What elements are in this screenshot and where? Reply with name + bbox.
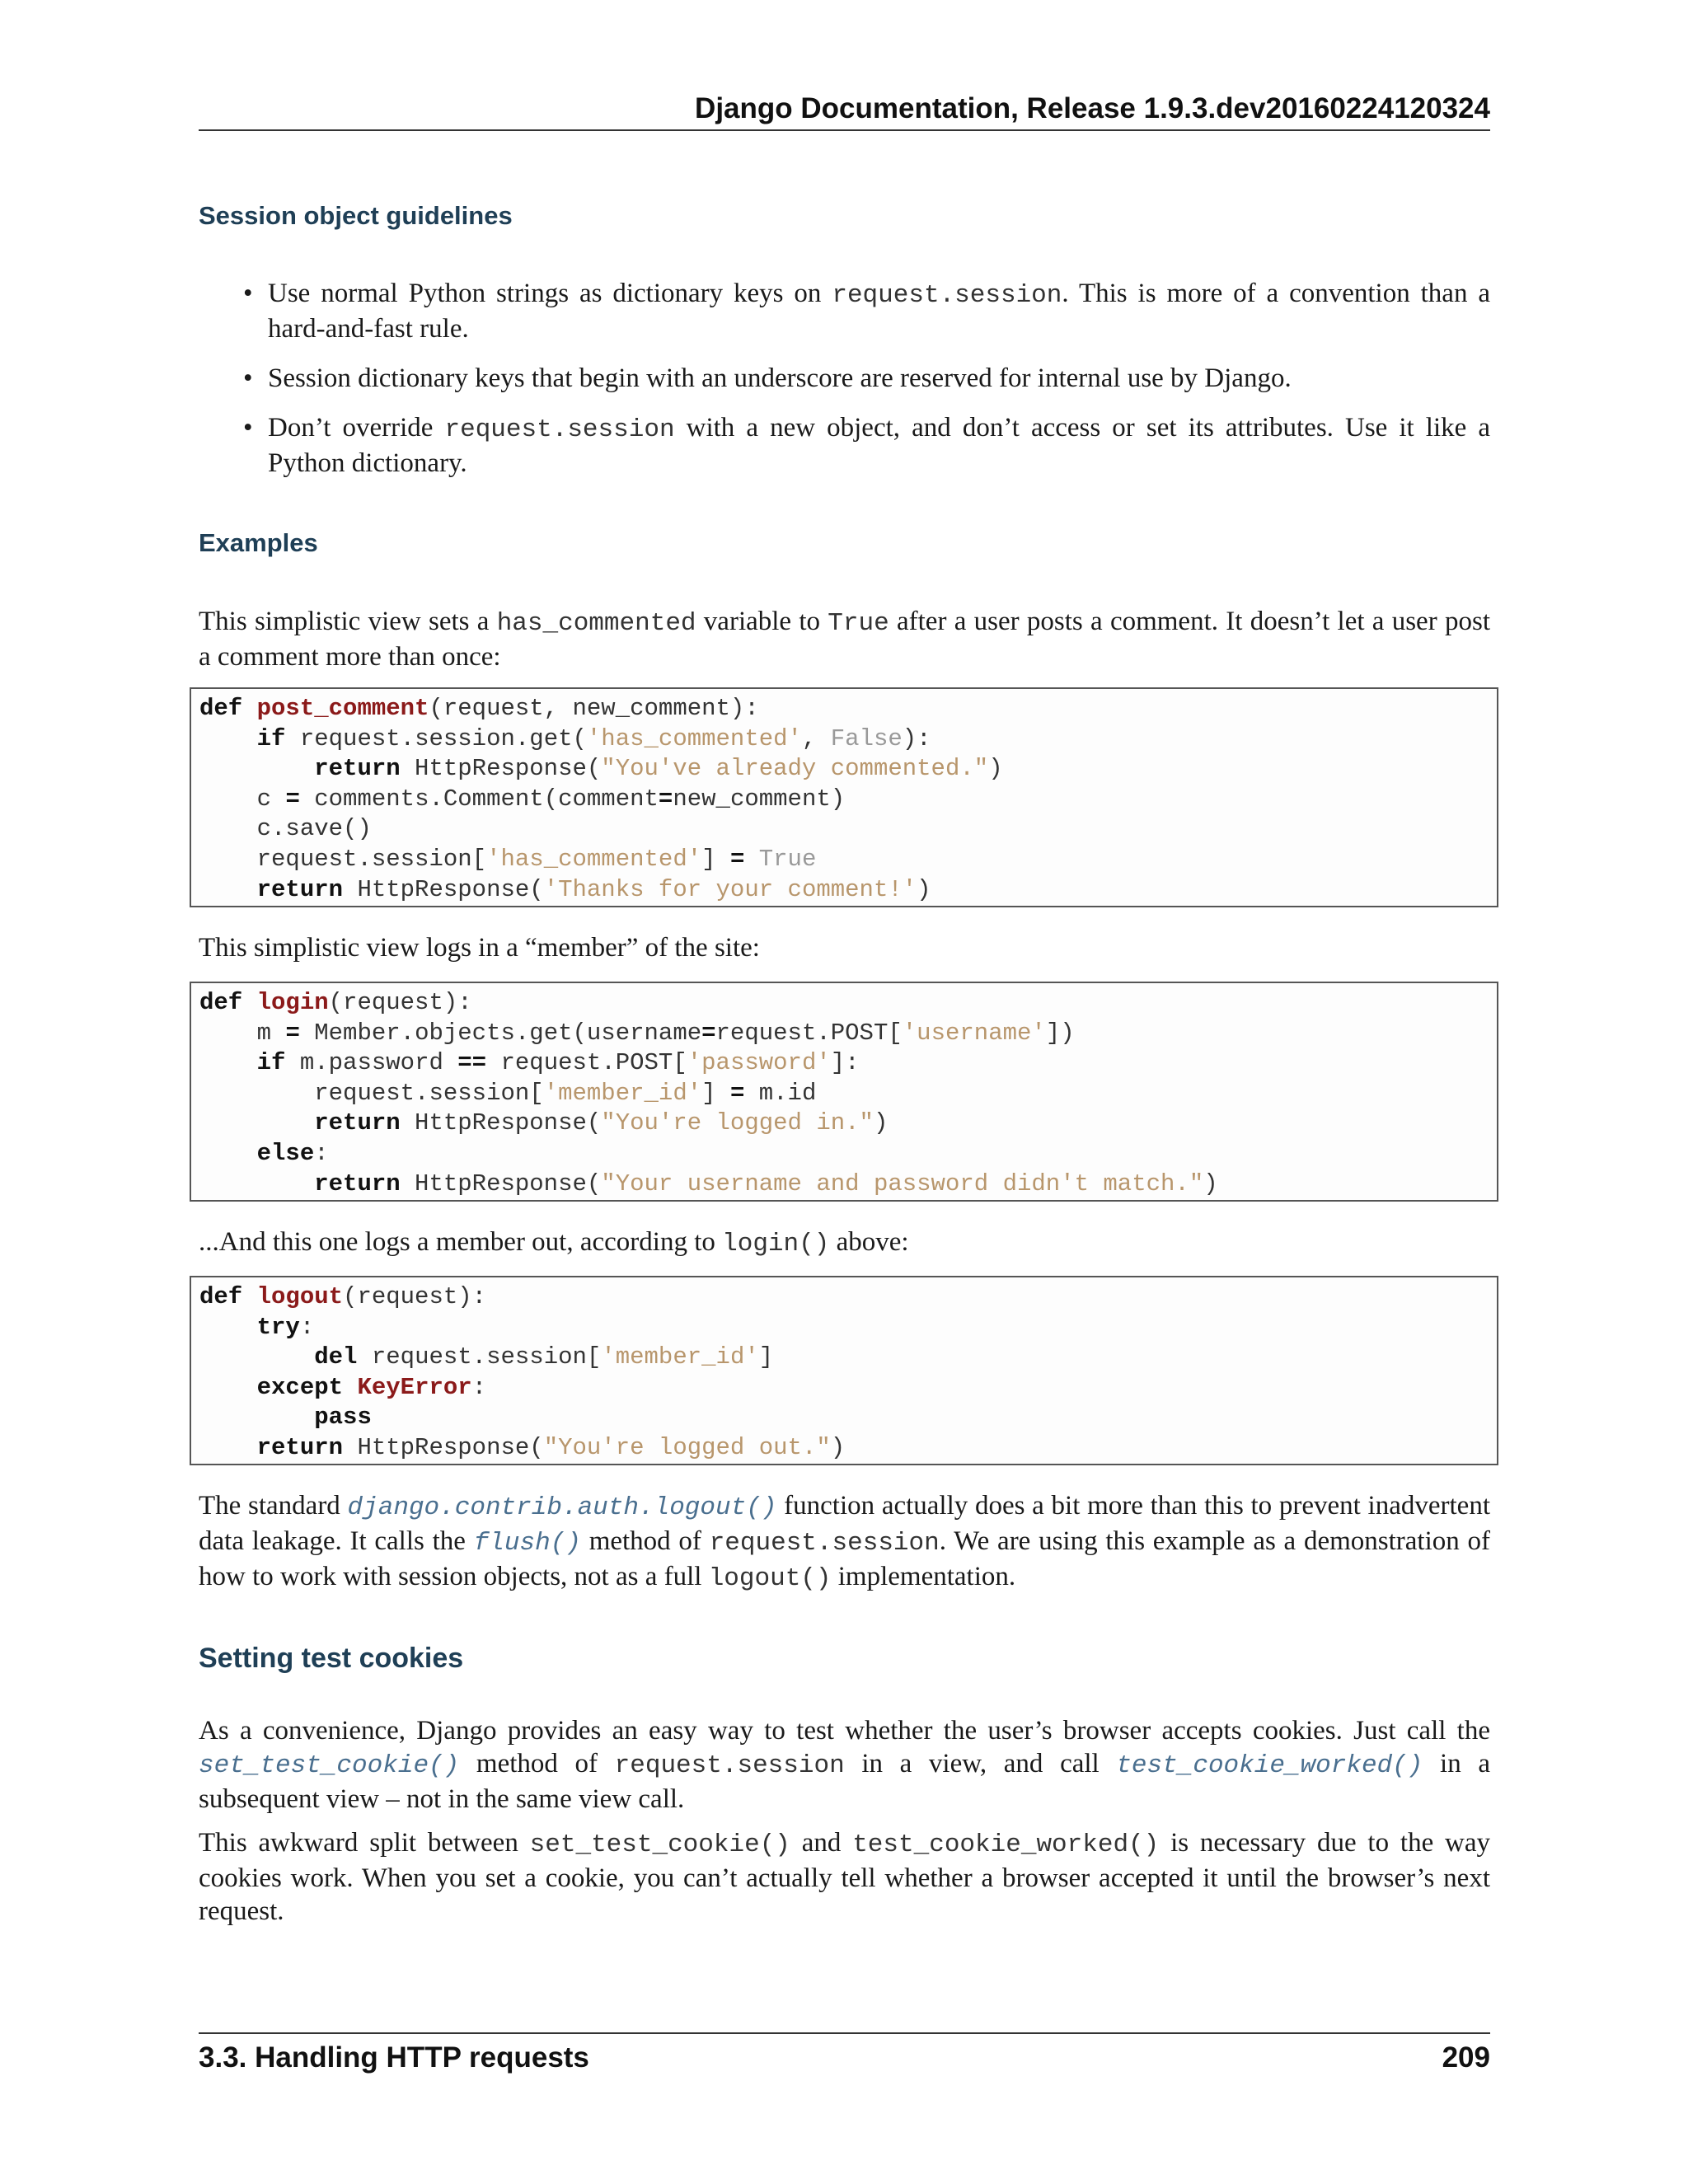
code-line: c.save() bbox=[256, 815, 372, 843]
examples-intro: This simplistic view sets a has_commented variable to True after a user posts a comment. It doesn’t let a user post a comment more than once: bbox=[199, 607, 1490, 672]
footer-section-title: 3.3. Handling HTTP requests bbox=[199, 2041, 589, 2074]
code-line: def login(request): bbox=[199, 989, 472, 1016]
inline-code: True bbox=[828, 609, 889, 638]
inline-code: request.session bbox=[614, 1751, 845, 1780]
code-line: return HttpResponse("You're logged out.") bbox=[256, 1433, 846, 1461]
code-line: def post_comment(request, new_comment): bbox=[199, 695, 759, 722]
code-line: except KeyError: bbox=[256, 1373, 487, 1401]
cookies-paragraph-2: This awkward split between set_test_cookie() and test_cookie_worked() is necessary due to the way cookies work. When you set a cookie, you can’t actually tell whether a browser accepted it until the browser’s next request. bbox=[199, 1828, 1491, 1926]
xref-link-logout[interactable]: django.contrib.auth.logout() bbox=[347, 1493, 777, 1522]
xref-link-flush[interactable]: flush() bbox=[473, 1529, 581, 1558]
list-item: • Session dictionary keys that begin with an underscore are reserved for internal use by Django. bbox=[199, 362, 1490, 395]
code-line: return HttpResponse("You're logged in.") bbox=[314, 1109, 889, 1137]
code-line: try: bbox=[256, 1313, 315, 1341]
login-intro: This simplistic view logs in a “member” of the site: bbox=[199, 933, 760, 963]
section-heading-examples: Examples bbox=[199, 528, 318, 557]
code-line: else: bbox=[256, 1139, 329, 1167]
code-line: return HttpResponse("Your username and password didn't match.") bbox=[314, 1169, 1218, 1197]
code-line: request.session['member_id'] = m.id bbox=[314, 1079, 817, 1107]
code-line: c = comments.Comment(comment=new_comment) bbox=[256, 785, 846, 813]
inline-code: has_commented bbox=[496, 609, 696, 638]
header-rule bbox=[199, 129, 1490, 131]
code-block-post-comment bbox=[190, 687, 1498, 907]
code-block-logout bbox=[190, 1276, 1498, 1465]
code-line: return HttpResponse("You've already commented.") bbox=[314, 755, 1003, 783]
logout-intro: ...And this one logs a member out, according to login() above: bbox=[199, 1227, 909, 1258]
code-line: if m.password == request.POST['password']: bbox=[256, 1049, 860, 1077]
cookies-paragraph-1: As a convenience, Django provides an easy way to test whether the user’s browser accepts cookies. Just call the set_test_cookie() method of request.session in a view, and call test_cookie_worked() in a subsequent view – not in the same view call. bbox=[199, 1716, 1490, 1814]
guidelines-list bbox=[199, 277, 1490, 496]
logout-explanation: The standard django.contrib.auth.logout() function actually does a bit more than this to prevent inadvertent data leakage. It calls the flush() method of request.session. We are using this example as a demonstration of how to work with session objects, not as a full logout() implementation. bbox=[199, 1491, 1491, 1593]
inline-code: login() bbox=[722, 1230, 830, 1258]
page-footer bbox=[199, 2041, 1490, 2074]
code-line: m = Member.objects.get(username=request.POST['username']) bbox=[256, 1019, 1075, 1047]
code-line: request.session['has_commented'] = True bbox=[256, 845, 817, 873]
inline-code: set_test_cookie() bbox=[529, 1830, 790, 1859]
list-item: • Don’t override request.session with a new object, and don’t access or set its attributes. Use it like a Python dictionary. bbox=[199, 411, 1490, 480]
inline-code: test_cookie_worked() bbox=[852, 1830, 1160, 1859]
inline-code: request.session bbox=[709, 1529, 940, 1558]
section-heading-test-cookies: Setting test cookies bbox=[199, 1643, 464, 1674]
inline-code: logout() bbox=[708, 1564, 832, 1593]
code-line: del request.session['member_id'] bbox=[314, 1343, 774, 1371]
running-header: Django Documentation, Release 1.9.3.dev20160224120324 bbox=[695, 92, 1490, 124]
code-block-login bbox=[190, 982, 1498, 1202]
section-heading-guidelines: Session object guidelines bbox=[199, 201, 513, 230]
page-number: 209 bbox=[1442, 2041, 1490, 2074]
code-line: if request.session.get('has_commented', False): bbox=[256, 724, 931, 752]
list-item: • Use normal Python strings as dictionary keys on request.session. This is more of a convention than a hard-and-fast rule. bbox=[199, 277, 1490, 345]
code-line: pass bbox=[314, 1404, 372, 1432]
xref-link-test-cookie-worked[interactable]: test_cookie_worked() bbox=[1116, 1751, 1423, 1780]
inline-code: request.session bbox=[444, 415, 675, 444]
code-line: return HttpResponse('Thanks for your comment!') bbox=[256, 875, 931, 903]
xref-link-set-test-cookie[interactable]: set_test_cookie() bbox=[199, 1751, 460, 1780]
inline-code: request.session bbox=[832, 281, 1062, 310]
footer-rule bbox=[199, 2032, 1490, 2034]
code-line: def logout(request): bbox=[199, 1283, 487, 1310]
